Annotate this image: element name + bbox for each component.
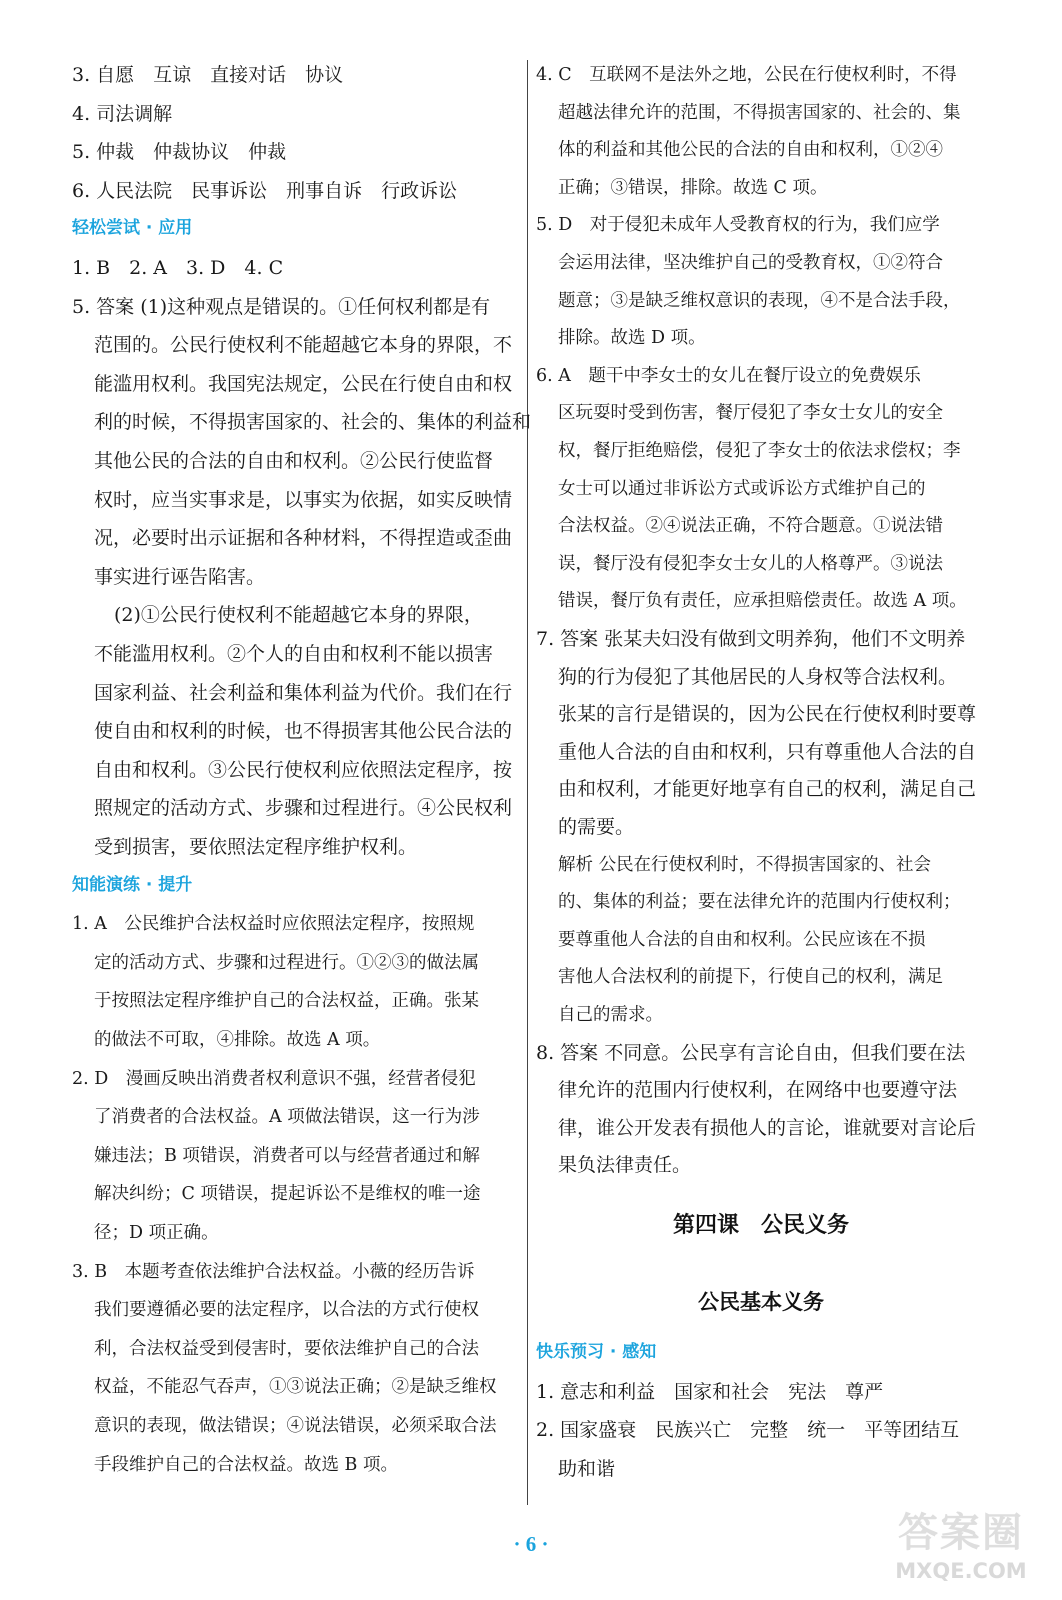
text-line: 超越法律允许的范围，不得损害国家的、社会的、集 bbox=[558, 102, 961, 123]
text-line: 利的时候，不得损害国家的、社会的、集体的利益和 bbox=[94, 411, 532, 434]
section-header: 轻松尝试 · 应用 bbox=[72, 218, 193, 239]
text-line: 体的利益和其他公民的合法的自由和权利，①②④ bbox=[558, 140, 943, 161]
text-line: 律，谁公开发表有损他人的言论，谁就要对言论后 bbox=[558, 1116, 977, 1139]
text-line: 照规定的活动方式、步骤和过程进行。④公民权利 bbox=[94, 797, 513, 820]
text-line: 正确；③错误，排除。故选 C 项。 bbox=[558, 177, 828, 198]
text-line: 要尊重他人合法的自由和权利。公民应该在不损 bbox=[558, 929, 926, 950]
text-line: 6. A 题干中李女士的女儿在餐厅设立的免费娱乐 bbox=[536, 365, 921, 386]
watermark bbox=[868, 1508, 1054, 1592]
text-line: 狗的行为侵犯了其他居民的人身权等合法权利。 bbox=[558, 665, 958, 688]
text-line: 律允许的范围内行使权利，在网络中也要遵守法 bbox=[558, 1079, 958, 1102]
watermark-logo: 答案圈 bbox=[898, 1510, 1024, 1556]
text-line: 5. 答案 (1)这种观点是错误的。①任何权利都是有 bbox=[72, 295, 491, 318]
text-line: 2. D 漫画反映出消费者权利意识不强，经营者侵犯 bbox=[72, 1068, 476, 1089]
text-line: 张某的言行是错误的，因为公民在行使权利时要尊 bbox=[558, 703, 977, 726]
text-line: 自己的需求。 bbox=[558, 1005, 663, 1025]
text-line: 范围的。公民行使权利不能超越它本身的界限，不 bbox=[94, 334, 513, 357]
lesson-title: 第四课 公民义务 bbox=[672, 1213, 849, 1238]
text-line: 2. 国家盛衰 民族兴亡 完整 统一 平等团结互 bbox=[536, 1419, 960, 1441]
watermark-url: MXQE.COM bbox=[895, 1559, 1027, 1583]
text-line: 的做法不可取，④排除。故选 A 项。 bbox=[94, 1030, 381, 1050]
text-line: 4. C 互联网不是法外之地，公民在行使权利时，不得 bbox=[536, 65, 957, 85]
text-line: 使自由和权利的时候，也不得损害其他公民合法的 bbox=[94, 720, 513, 743]
text-line: (2)①公民行使权利不能超越它本身的界限， bbox=[114, 604, 483, 627]
text-line: 害他人合法权利的前提下，行使自己的权利，满足 bbox=[558, 967, 943, 988]
text-line: 4. 司法调解 bbox=[72, 102, 173, 125]
text-line: 果负法律责任。 bbox=[558, 1154, 692, 1177]
page-number: · 6 · bbox=[513, 1532, 549, 1556]
section-header: 知能演练 · 提升 bbox=[72, 874, 193, 895]
text-line: 5. 仲裁 仲裁协议 仲裁 bbox=[72, 141, 287, 164]
text-line: 8. 答案 不同意。公民享有言论自由，但我们要在法 bbox=[536, 1041, 966, 1064]
text-line: 了消费者的合法权益。A 项做法错误，这一行为涉 bbox=[94, 1107, 480, 1128]
text-line: 权时，应当实事求是，以事实为依据，如实反映情 bbox=[94, 488, 513, 511]
column-divider bbox=[527, 60, 528, 1505]
text-line: 况，必要时出示证据和各种材料，不得捏造或歪曲 bbox=[94, 527, 513, 550]
text-line: 利，合法权益受到侵害时，要依法维护自己的合法 bbox=[94, 1338, 479, 1359]
text-line: 重他人合法的自由和权利，只有尊重他人合法的自 bbox=[558, 740, 977, 763]
text-line: 会运用法律，坚决维护自己的受教育权，①②符合 bbox=[558, 253, 943, 273]
text-line: 助和谐 bbox=[558, 1457, 616, 1480]
text-line: 的、集体的利益；要在法律允许的范围内行使权利； bbox=[558, 892, 961, 913]
text-line: 嫌违法；B 项错误，消费者可以与经营者通过和解 bbox=[94, 1145, 480, 1166]
text-line: 的需要。 bbox=[558, 816, 635, 838]
text-line: 不能滥用权利。②个人的自由和权利不能以损害 bbox=[94, 643, 494, 665]
section-title: 公民基本义务 bbox=[698, 1290, 824, 1314]
text-line: 其他公民的合法的自由和权利。②公民行使监督 bbox=[94, 450, 494, 472]
text-line: 意识的表现，做法错误；④说法错误，必须采取合法 bbox=[94, 1416, 497, 1436]
section-header: 快乐预习 · 感知 bbox=[536, 1342, 657, 1362]
text-line: 区玩耍时受到伤害，餐厅侵犯了李女士女儿的安全 bbox=[558, 403, 943, 424]
text-line: 题意；③是缺乏维权意识的表现，④不是合法手段， bbox=[558, 290, 961, 311]
text-line: 于按照法定程序维护自己的合法权益，正确。张某 bbox=[94, 991, 479, 1012]
text-line: 自由和权利。③公民行使权利应依照法定程序，按 bbox=[94, 758, 513, 781]
text-line: 错误，餐厅负有责任，应承担赔偿责任。故选 A 项。 bbox=[558, 591, 967, 612]
text-line: 权，餐厅拒绝赔偿，侵犯了李女士的依法求偿权；李 bbox=[558, 441, 961, 461]
text-line: 能滥用权利。我国宪法规定，公民在行使自由和权 bbox=[94, 372, 513, 395]
text-line: 6. 人民法院 民事诉讼 刑事自诉 行政诉讼 bbox=[72, 179, 458, 202]
text-line: 我们要遵循必要的法定程序，以合法的方式行使权 bbox=[94, 1300, 479, 1321]
text-line: 5. D 对于侵犯未成年人受教育权的行为，我们应学 bbox=[536, 215, 940, 236]
text-line: 排除。故选 D 项。 bbox=[558, 328, 706, 349]
text-line: 解决纠纷；C 项错误，提起诉讼不是维权的唯一途 bbox=[94, 1184, 481, 1205]
text-line: 权益，不能忍气吞声，①③说法正确；②是缺乏维权 bbox=[94, 1377, 497, 1398]
text-line: 合法权益。②④说法正确，不符合题意。①说法错 bbox=[558, 516, 943, 537]
text-line: 3. B 本题考查依法维护合法权益。小薇的经历告诉 bbox=[72, 1261, 475, 1282]
text-line: 定的活动方式、步骤和过程进行。①②③的做法属 bbox=[94, 952, 479, 973]
text-line: 女士可以通过非诉讼方式或诉讼方式维护自己的 bbox=[558, 478, 926, 499]
text-line: 受到损害，要依照法定程序维护权利。 bbox=[94, 836, 418, 858]
text-line: 3. 自愿 互谅 直接对话 协议 bbox=[72, 64, 344, 86]
text-line: 国家利益、社会利益和集体利益为代价。我们在行 bbox=[94, 681, 513, 704]
text-line: 手段维护自己的合法权益。故选 B 项。 bbox=[94, 1454, 398, 1475]
text-line: 径；D 项正确。 bbox=[94, 1223, 219, 1243]
text-line: 7. 答案 张某夫妇没有做到文明养狗，他们不文明养 bbox=[536, 628, 966, 650]
text-line: 1. A 公民维护合法权益时应依照法定程序，按照规 bbox=[72, 914, 475, 935]
text-line: 误，餐厅没有侵犯李女士女儿的人格尊严。③说法 bbox=[558, 553, 943, 574]
text-line: 事实进行诬告陷害。 bbox=[94, 565, 266, 588]
text-line: 解析 公民在行使权利时，不得损害国家的、社会 bbox=[558, 854, 932, 875]
text-line: 1. 意志和利益 国家和社会 宪法 尊严 bbox=[536, 1380, 884, 1403]
text-line: 由和权利，才能更好地享有自己的权利，满足自己 bbox=[558, 778, 977, 801]
text-line: 1. B 2. A 3. D 4. C bbox=[72, 257, 284, 279]
